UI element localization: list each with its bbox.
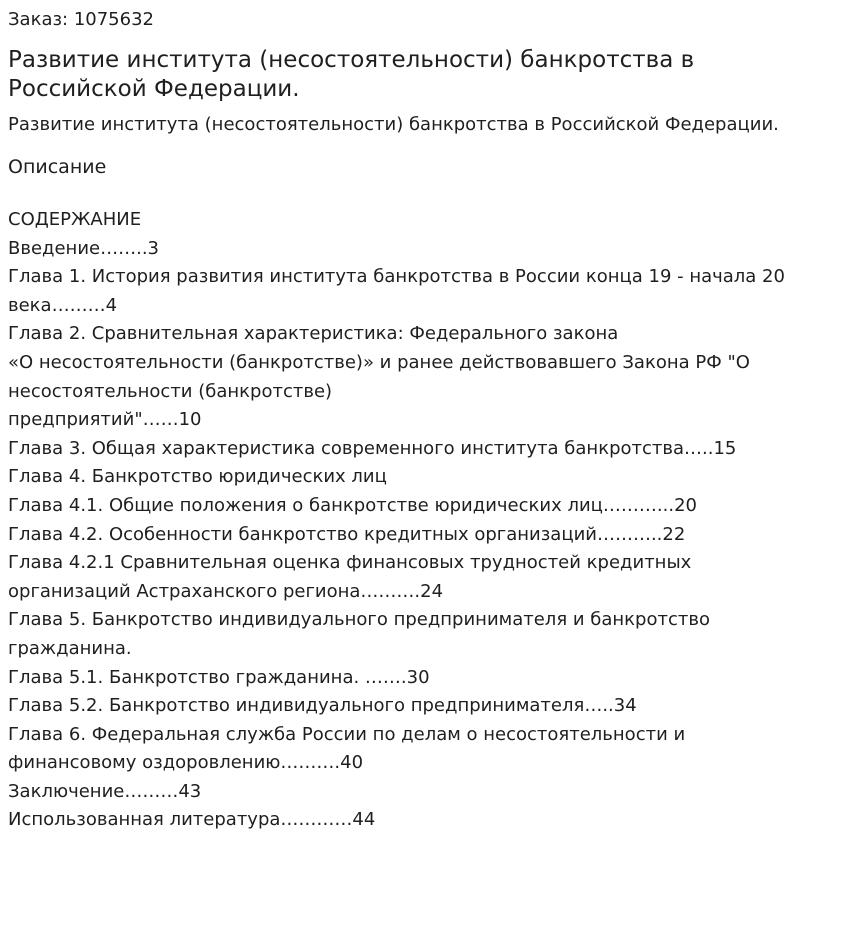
toc-line: Глава 1. История развития института банкротства в России конца 19 - начала 20 [8,266,785,288]
page-title: Развитие института (несостоятельности) банкротства в Российской Федерации. [8,47,695,102]
order-number: Заказ: 1075632 [8,9,154,30]
toc-line: Глава 4.2.1 Сравнительная оценка финансовых трудностей кредитных [8,552,692,574]
toc-line: Глава 5. Банкротство индивидуального предпринимателя и банкротство [8,609,710,631]
toc-line: Введение……..3 [8,237,159,259]
toc-line: финансовому оздоровлению……….40 [8,752,364,774]
description-heading: Описание [8,156,107,178]
toc-line: предприятий"……10 [8,409,202,431]
toc-heading: СОДЕРЖАНИЕ [8,209,142,230]
toc-line: несостоятельности (банкротстве) [8,380,333,402]
toc-line: «О несостоятельности (банкротстве)» и ранее действовавшего Закона РФ "О [8,351,750,373]
toc-line: гражданина. [8,637,132,659]
toc-line: Заключение………43 [8,780,202,802]
table-of-contents [8,206,839,835]
toc-line: Глава 6. Федеральная служба России по делам о несостоятельности и [8,723,686,745]
toc-line: Использованная литература…………44 [8,809,376,831]
toc-line: организаций Астраханского региона……….24 [8,580,444,602]
toc-line: Глава 2. Сравнительная характеристика: Федерального закона [8,323,619,345]
page-subtitle: Развитие института (несостоятельности) банкротства в Российской Федерации. [8,114,779,135]
toc-line: Глава 3. Общая характеристика современного института банкротства…..15 [8,437,737,459]
toc-line: Глава 4.2. Особенности банкротство кредитных организаций………..22 [8,523,686,545]
toc-line: века………4 [8,294,118,316]
toc-line: Глава 5.1. Банкротство гражданина. …….30 [8,666,430,688]
toc-line: Глава 4. Банкротство юридических лиц [8,466,387,488]
toc-line: Глава 5.2. Банкротство индивидуального предпринимателя…..34 [8,695,637,717]
toc-line: Глава 4.1. Общие положения о банкротстве юридических лиц………...20 [8,494,697,516]
